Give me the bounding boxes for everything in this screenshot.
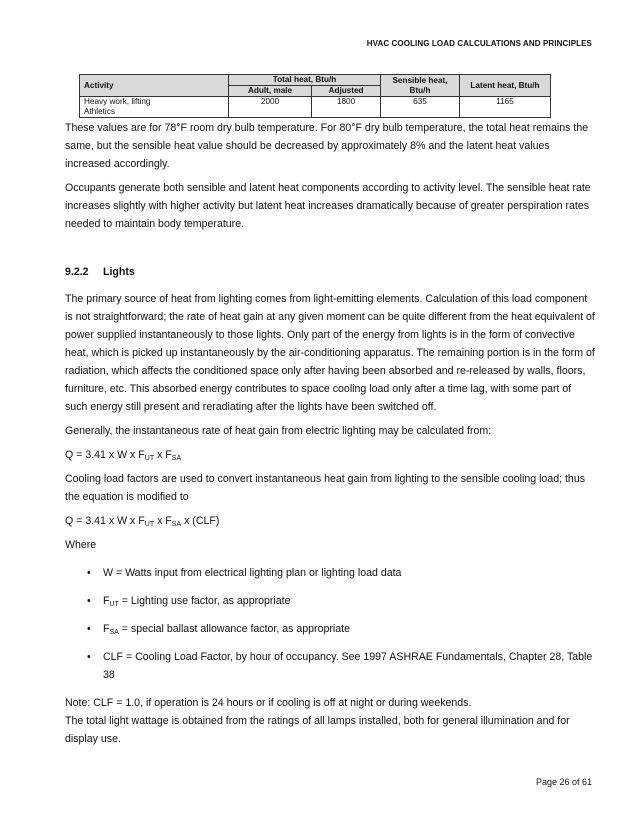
eq2-sub-ut: UT [144,521,155,528]
section-number: 9.2.2 [65,266,89,278]
cell-adult-male: 2000 [229,97,312,118]
eq2-sub-sa: SA [171,521,182,528]
list-item [103,620,595,638]
paragraph-clf-intro: Cooling load factors are used to convert instantaneous heat gain from lighting to the sensible cooling load; thus the equation is modified to [65,473,586,503]
activity-line-2: Athletics [84,107,115,116]
cell-sensible: 635 [381,97,460,118]
bullet-clf-text: CLF = Cooling Load Factor, by hour of occupancy. See 1997 ASHRAE Fundamentals, Chapter 28, Table 38 [103,651,593,681]
eq1-sub-ut: UT [144,455,155,462]
header-sensible-heat: Sensible heat, Btu/h [381,75,460,97]
table-row [80,97,551,118]
eq1-mid: x F [154,449,172,461]
variable-definitions-list [65,564,595,684]
eq2-mid: x F [154,515,172,527]
page-body [65,119,595,754]
paragraph-occupant-heat: Occupants generate both sensible and latent heat components according to activity level. The sensible heat rate increases slightly with higher activity but latent heat increases dramatically because of greater perspiration rates needed to maintain body temperature. [65,182,591,230]
paragraph-temperature-note: These values are for 78°F room dry bulb temperature. For 80°F dry bulb temperature, the total heat remains the same, but the sensible heat value should be decreased by approximately 8% and the latent heat values increased accordingly. [65,122,589,170]
bullet-fsa-var: F [103,623,110,635]
bullet-fsa-sub: SA [109,629,119,636]
list-item [103,564,595,582]
activity-heat-table [79,74,551,118]
paragraph-lighting-heat: The primary source of heat from lighting comes from light-emitting elements. Calculation of this load component is not straightforward; the rate of heat gain at any given moment can be quite different from the heat equivalent of power supplied instantaneously to those lights. Only part of the energy from lights is in the form of convective heat, which is picked up instantaneously by the air-conditioning apparatus. The remaining portion is in the form of radiation, which affects the conditioned space only after having been absorbed and re-released by walls, floors, furniture, etc. This absorbed energy contributes to space cooling load only after a time lag, with some part of such energy still present and reradiating after the lights have been switched off. [65,293,595,413]
where-label: Where [65,539,97,551]
note-wattage: The total light wattage is obtained from the ratings of all lamps installed, both for general illumination and for display use. [65,715,570,745]
list-item [103,648,595,684]
header-latent-heat: Latent heat, Btu/h [460,75,551,97]
paragraph-lighting-formula-intro: Generally, the instantaneous rate of heat gain from electric lighting may be calculated from: [65,425,492,437]
note-clf: Note: CLF = 1.0, if operation is 24 hours or if cooling is off at night or during weekends. [65,697,472,709]
bullet-fsa-text: = special ballast allowance factor, as appropriate [118,623,350,635]
cell-activity [80,97,229,118]
eq1-sub-sa: SA [171,455,182,462]
bullet-w-text: W = Watts input from electrical lighting plan or lighting load data [103,567,402,579]
cell-latent: 1165 [460,97,551,118]
page-number: Page 26 of 61 [535,777,592,787]
header-total-heat: Total heat, Btu/h [229,75,381,86]
list-item [103,592,595,610]
header-adjusted: Adjusted [312,86,381,97]
running-header: HVAC COOLING LOAD CALCULATIONS AND PRINCIPLES [366,39,592,48]
eq2-suffix: x (CLF) [181,515,220,527]
activity-line-1: Heavy work, lifting [84,97,151,106]
bullet-fut-sub: UT [109,601,119,608]
eq1-prefix: Q = 3.41 x W x F [65,449,145,461]
section-title: Lights [103,266,135,278]
section-heading [65,263,595,281]
equation-cooling-load [65,512,595,530]
eq2-prefix: Q = 3.41 x W x F [65,515,145,527]
equation-heat-gain [65,446,595,464]
header-activity: Activity [80,75,229,97]
cell-adjusted: 1800 [312,97,381,118]
bullet-fut-text: = Lighting use factor, as appropriate [118,595,291,607]
bullet-fut-var: F [103,595,110,607]
header-adult-male: Adult, male [229,86,312,97]
